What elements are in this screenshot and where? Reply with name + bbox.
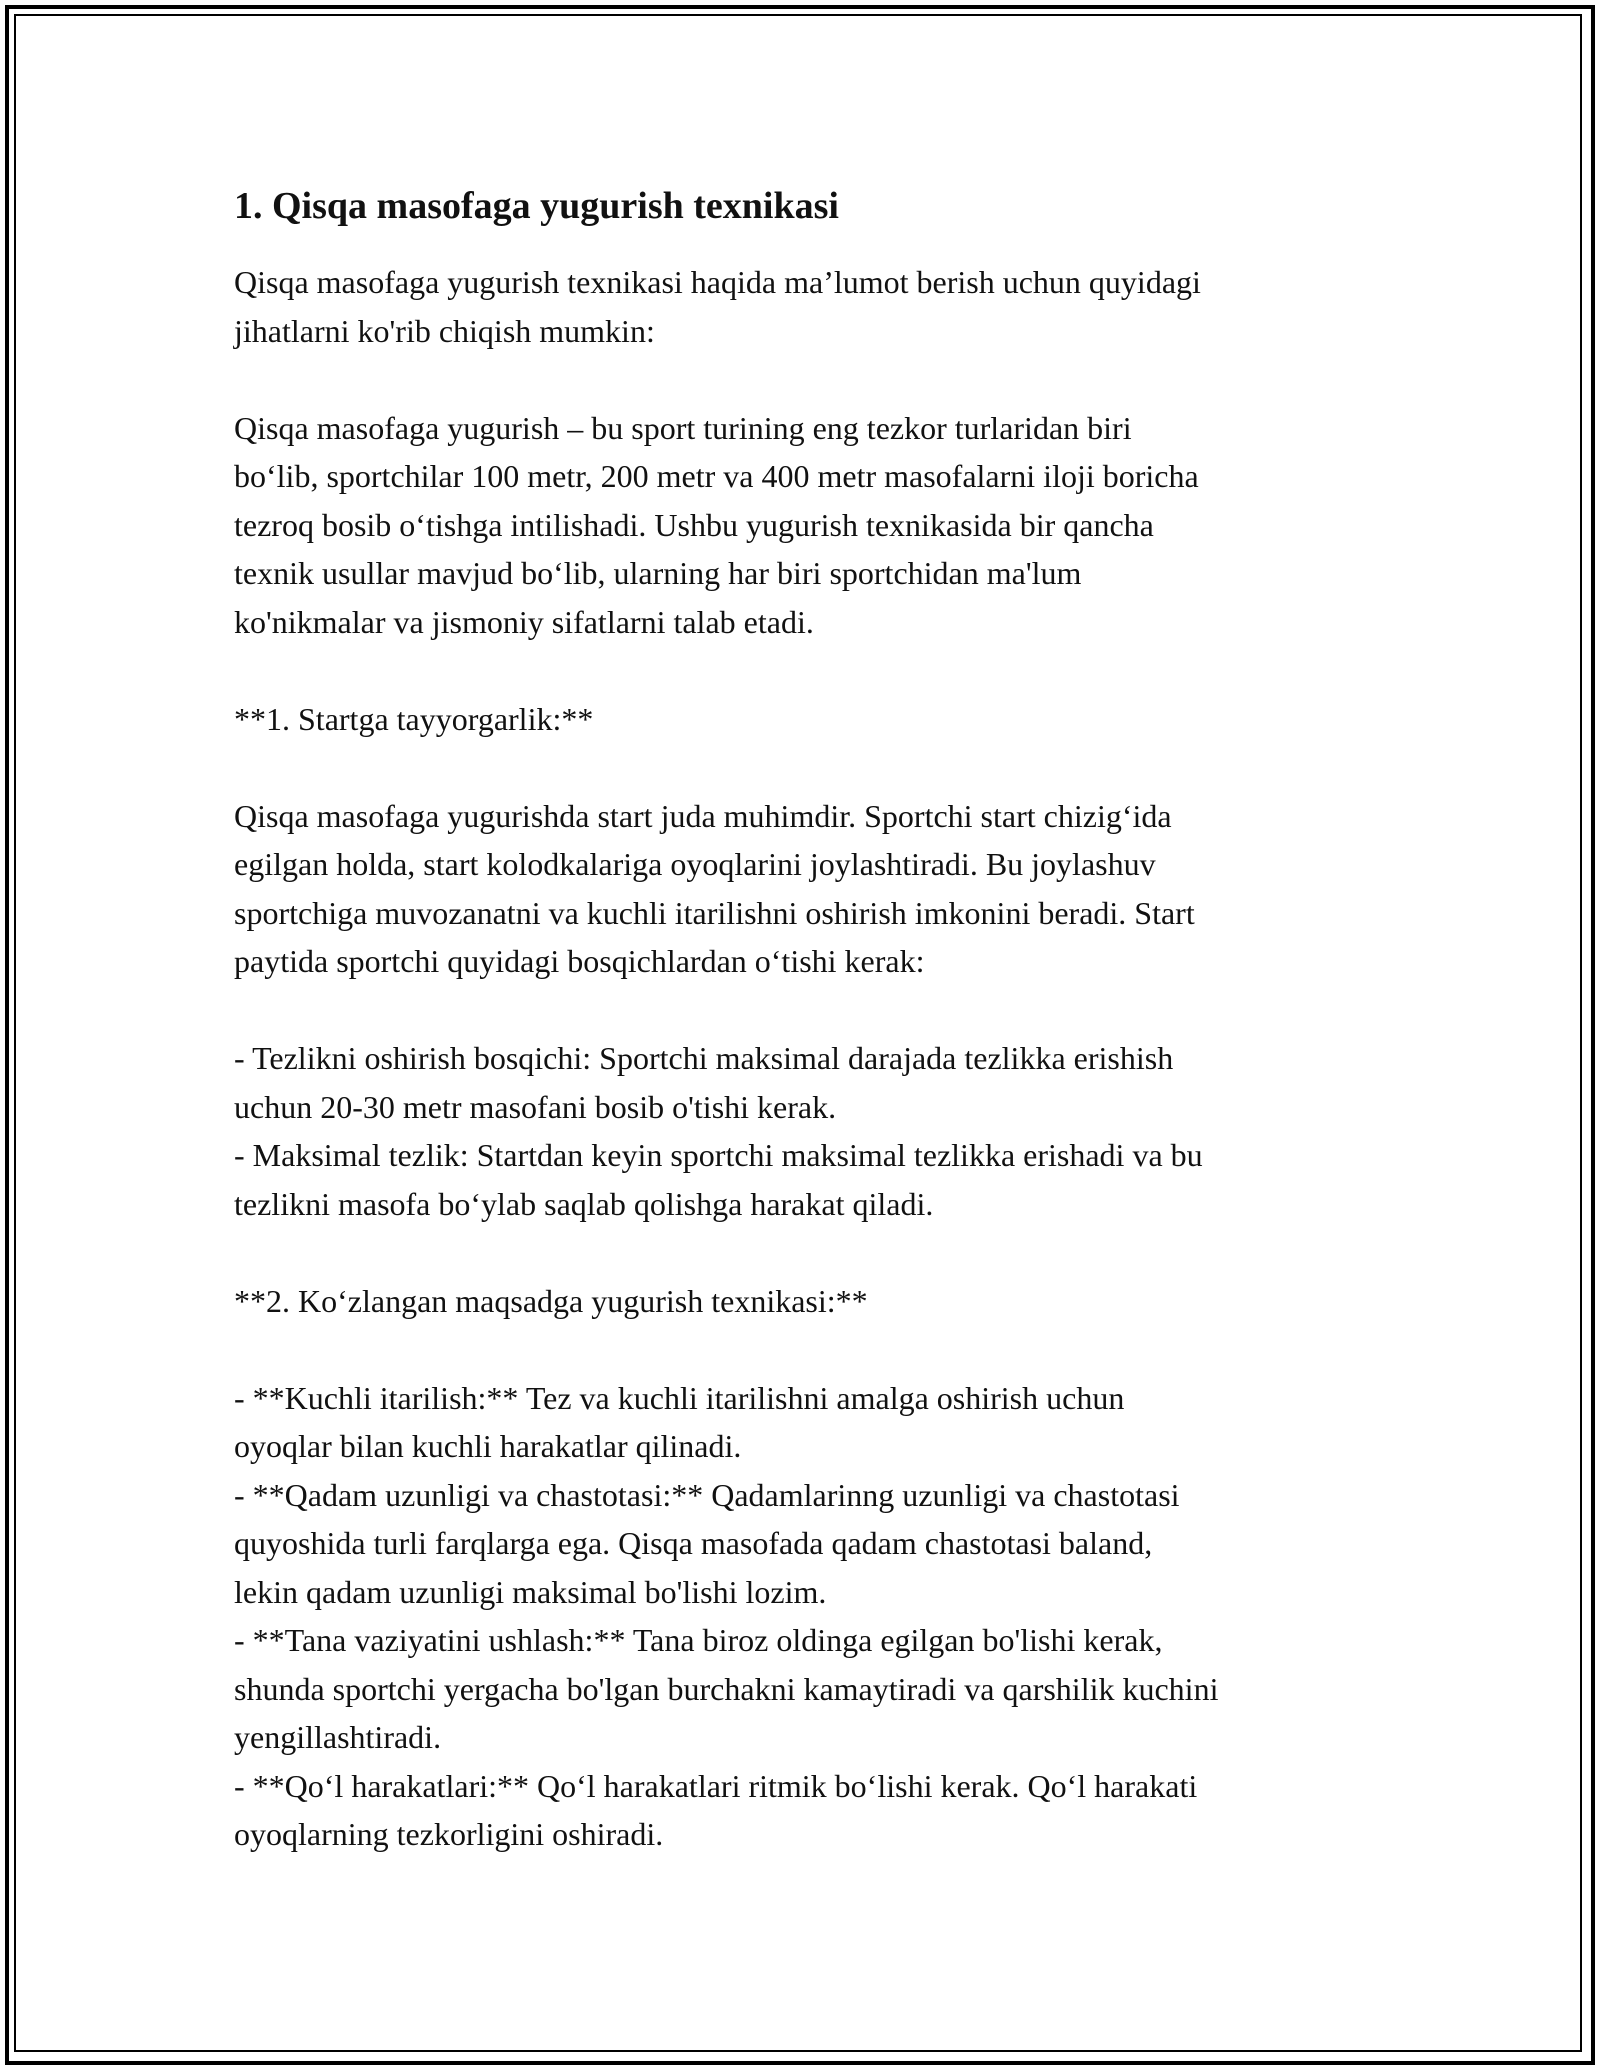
paragraph-spacer — [234, 1325, 1374, 1374]
section-heading-running-technique: **2. Ko‘zlangan maqsadga yugurish texnikasi:** — [234, 1282, 868, 1319]
paragraph-spacer — [234, 646, 1374, 695]
section-heading-start-preparation: **1. Startga tayyorgarlik:** — [234, 700, 594, 737]
paragraph-spacer — [234, 743, 1374, 792]
start-phases-list: - Tezlikni oshirish bosqichi: Sportchi maksimal darajada tezlikka erishish uchun 20-30 metr masofani bosib o'tishi kerak. - Maksimal tezlik: Startdan keyin sportchi maksimal tezlikka erishadi va bu tezlikni masofa bo‘ylab saqlab qolishga harakat qiladi. — [234, 1040, 1203, 1222]
overview-paragraph: Qisqa masofaga yugurish – bu sport turining eng tezkor turlaridan biri bo‘lib, sportchilar 100 metr, 200 metr va 400 metr masofalarni iloji boricha tezroq bosib o‘tishga intilishadi. Ushbu yugurish texnikasida bir qancha texnik usullar mavjud bo‘lib, ularning har biri sportchidan ma'lum ko'nikmalar va jismoniy sifatlarni talab etadi. — [234, 409, 1199, 640]
document-title: 1. Qisqa masofaga yugurish texnikasi — [234, 185, 839, 227]
paragraph-spacer — [234, 986, 1374, 1035]
intro-paragraph: Qisqa masofaga yugurish texnikasi haqida ma’lumot berish uchun quyidagi jihatlarni ko'rib chiqish mumkin: — [234, 264, 1201, 349]
technique-list: - **Kuchli itarilish:** Tez va kuchli itarilishni amalga oshirish uchun oyoqlar bilan kuchli harakatlar qilinadi. - **Qadam uzunligi va chastotasi:** Qadamlarinng uzunligi va chastotasi quyoshida turli farqlarga ega. Qisqa masofada qadam chastotasi baland, lekin qadam uzunligi maksimal bo'lishi lozim. - **Tana vaziyatini ushlash:** Tana biroz oldinga egilgan bo'lishi kerak, shunda sportchi yergacha bo'lgan burchakni kamaytiradi va qarshilik kuchini yengillashtiradi. - **Qo‘l harakatlari:** Qo‘l harakatlari ritmik bo‘lishi kerak. Qo‘l harakati oyoqlarning tezkorligini oshiradi. — [234, 1379, 1219, 1852]
start-paragraph: Qisqa masofaga yugurishda start juda muhimdir. Sportchi start chizig‘ida egilgan holda, start kolodkalariga oyoqlarini joylashtiradi. Bu joylashuv sportchiga muvozanatni va kuchli itarilishni oshirish imkonini beradi. Start paytida sportchi quyidagi bosqichlardan o‘tishi kerak: — [234, 797, 1195, 979]
paragraph-spacer — [234, 1228, 1374, 1277]
document-body — [234, 180, 1374, 1859]
paragraph-spacer — [234, 355, 1374, 404]
